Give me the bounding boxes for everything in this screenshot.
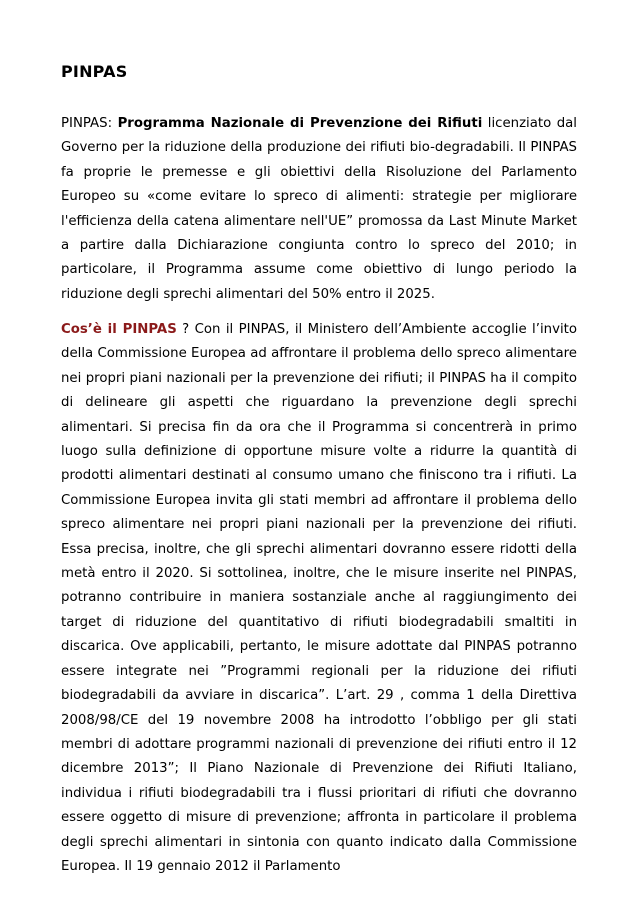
intro-lead: PINPAS:: [61, 116, 118, 131]
document-title: PINPAS: [61, 62, 128, 81]
what-is-heading: Cos’è il PINPAS: [61, 322, 177, 337]
what-is-body: ? Con il PINPAS, il Ministero dell’Ambiente accoglie l’invito della Commissione Europea ad affrontare il problema dello spreco alimentare nei propri piani nazionali per la prevenzione dei rifiuti; il PINPAS ha il compito di delineare gli aspetti che riguardano la prevenzione degli sprechi alimentari. Si precisa fin da ora che il Programma si concentrerà in primo luogo sulla definizione di opportune misure volte a ridurre la quantità di prodotti alimentari destinati al consumo umano che finiscono tra i rifiuti. La Commissione Europea invita gli stati membri ad affrontare il problema dello spreco alimentare nei propri piani nazionali per la prevenzione dei rifiuti. Essa precisa, inoltre, che gli sprechi alimentari dovranno essere ridotti della metà entro il 2020. Si sottolinea, inoltre, che le misure inserite nel PINPAS, potranno contribuire in maniera sostanziale anche al raggiungimento dei target di riduzione del quantitativo di rifiuti biodegradabili smaltiti in discarica. Ove applicabili, pertanto, le misure adottate dal PINPAS potranno essere integrate nei ”Programmi regionali per la riduzione dei rifiuti biodegradabili da avviare in discarica”. L’art. 29 , comma 1 della Direttiva 2008/98/CE del 19 novembre 2008 ha introdotto l’obbligo per gli stati membri di adottare programmi nazionali di prevenzione dei rifiuti entro il 12 dicembre 2013”; Il Piano Nazionale di Prevenzione dei Rifiuti Italiano, individua i rifiuti biodegradabili tra i flussi prioritari di rifiuti che dovranno essere oggetto di misure di prevenzione; affronta in particolare il problema degli sprechi alimentari in sintonia con quanto indicato dalla Commissione Europea. Il 19 gennaio 2012 il Parlamento: [61, 322, 577, 874]
paragraph-what-is: [61, 318, 577, 879]
program-full-name: Programma Nazionale di Prevenzione dei Rifiuti: [117, 116, 483, 131]
intro-body: licenziato dal Governo per la riduzione della produzione dei rifiuti bio-degradabili. Il PINPAS fa proprie le premesse e gli obiettivi della Risoluzione del Parlamento Europeo su «come evitare lo spreco di alimenti: strategie per migliorare l'efficienza della catena alimentare nell'UE” promossa da Last Minute Market a partire dalla Dichiarazione congiunta contro lo spreco del 2010; in particolare, il Programma assume come obiettivo di lungo periodo la riduzione degli sprechi alimentari del 50% entro il 2025.: [61, 116, 577, 302]
paragraph-intro: [61, 112, 577, 307]
